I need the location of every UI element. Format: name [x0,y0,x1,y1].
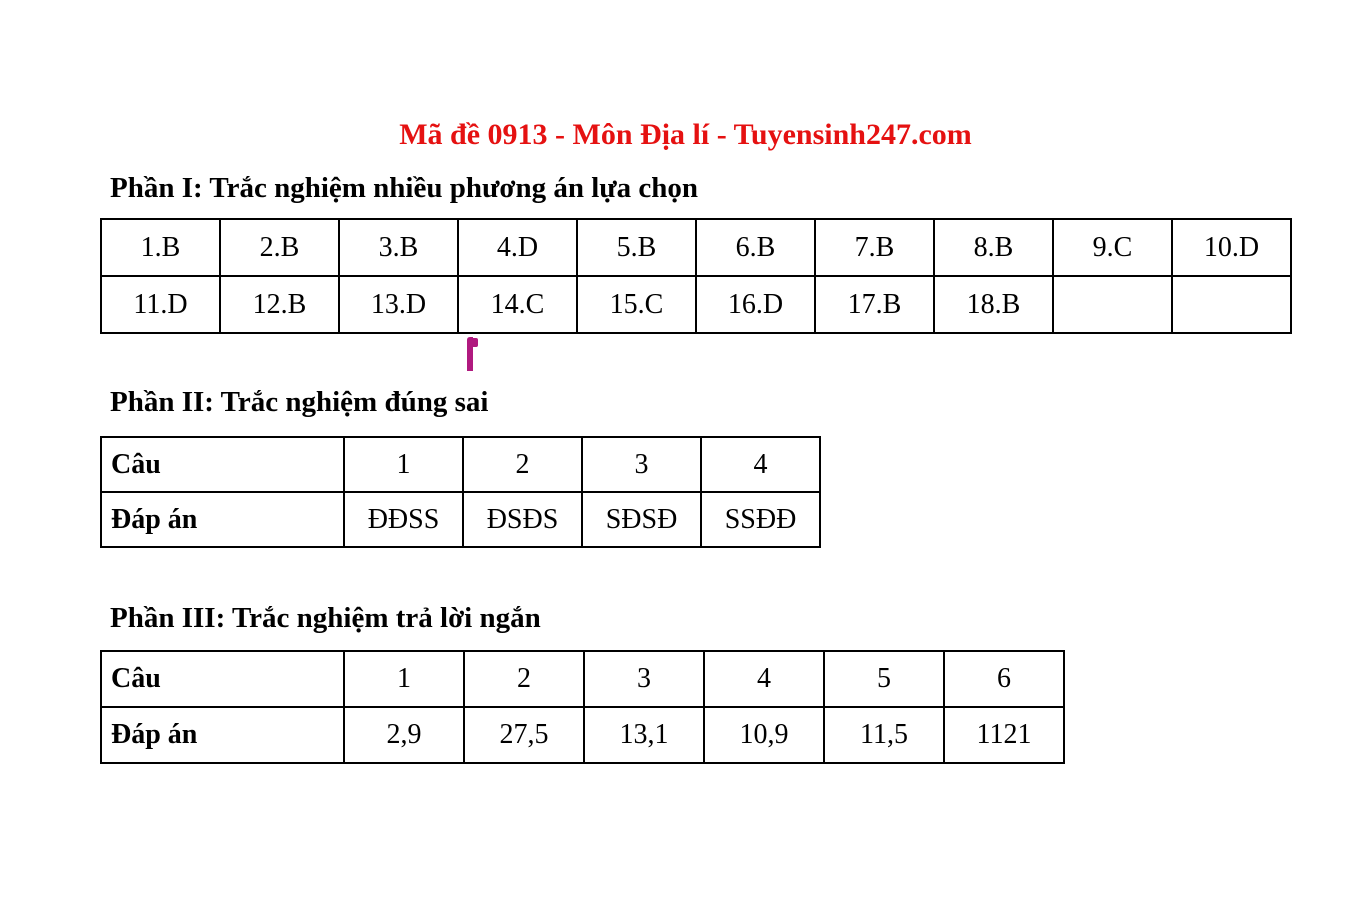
answer-cell-empty [1053,276,1172,333]
part2-question-row [101,437,820,492]
answer-cell: 13.D [339,276,458,333]
answer-row-label: Đáp án [101,707,344,763]
question-number-cell: 2 [463,437,582,492]
answer-cell: SĐSĐ [582,492,701,547]
part1-row-2 [101,276,1291,333]
question-number-cell: 3 [584,651,704,707]
answer-cell: 11,5 [824,707,944,763]
answer-cell: ĐSĐS [463,492,582,547]
answer-cell: 27,5 [464,707,584,763]
answer-cell: ĐĐSS [344,492,463,547]
document-title: Mã đề 0913 - Môn Địa lí - Tuyensinh247.com [399,118,972,151]
answer-cell: 16.D [696,276,815,333]
question-number-cell: 5 [824,651,944,707]
question-number-cell: 1 [344,651,464,707]
answer-cell: 2,9 [344,707,464,763]
question-row-label: Câu [101,651,344,707]
answer-cell: 17.B [815,276,934,333]
part2-answer-row [101,492,820,547]
answer-cell: 10.D [1172,219,1291,276]
answer-cell: 14.C [458,276,577,333]
question-number-cell: 4 [704,651,824,707]
answer-cell: 10,9 [704,707,824,763]
part1-heading: Phần I: Trắc nghiệm nhiều phương án lựa chọn [110,172,699,204]
answer-cell: 2.B [220,219,339,276]
answer-cell: 1.B [101,219,220,276]
part3-answer-table [100,650,1065,764]
question-number-cell: 2 [464,651,584,707]
part2-answer-table [100,436,821,548]
part3-question-row [101,651,1064,707]
answer-cell-empty [1172,276,1291,333]
part3-answer-row [101,707,1064,763]
answer-cell: 7.B [815,219,934,276]
answer-cell: 8.B [934,219,1053,276]
answer-cell: 4.D [458,219,577,276]
answer-cell: 18.B [934,276,1053,333]
question-number-cell: 4 [701,437,820,492]
question-row-label: Câu [101,437,344,492]
answer-cell: SSĐĐ [701,492,820,547]
answer-row-label: Đáp án [101,492,344,547]
answer-cell: 6.B [696,219,815,276]
answer-cell: 9.C [1053,219,1172,276]
question-number-cell: 1 [344,437,463,492]
answer-cell: 15.C [577,276,696,333]
answer-cell: 12.B [220,276,339,333]
part1-row-1 [101,219,1291,276]
answer-cell: 1121 [944,707,1064,763]
part1-answer-table [100,218,1292,334]
part3-heading: Phần III: Trắc nghiệm trả lời ngắn [110,602,541,634]
question-number-cell: 6 [944,651,1064,707]
answer-cell: 13,1 [584,707,704,763]
answer-cell: 11.D [101,276,220,333]
question-number-cell: 3 [582,437,701,492]
part2-heading: Phần II: Trắc nghiệm đúng sai [110,386,489,418]
text-cursor-icon [463,337,479,373]
answer-cell: 3.B [339,219,458,276]
answer-cell: 5.B [577,219,696,276]
